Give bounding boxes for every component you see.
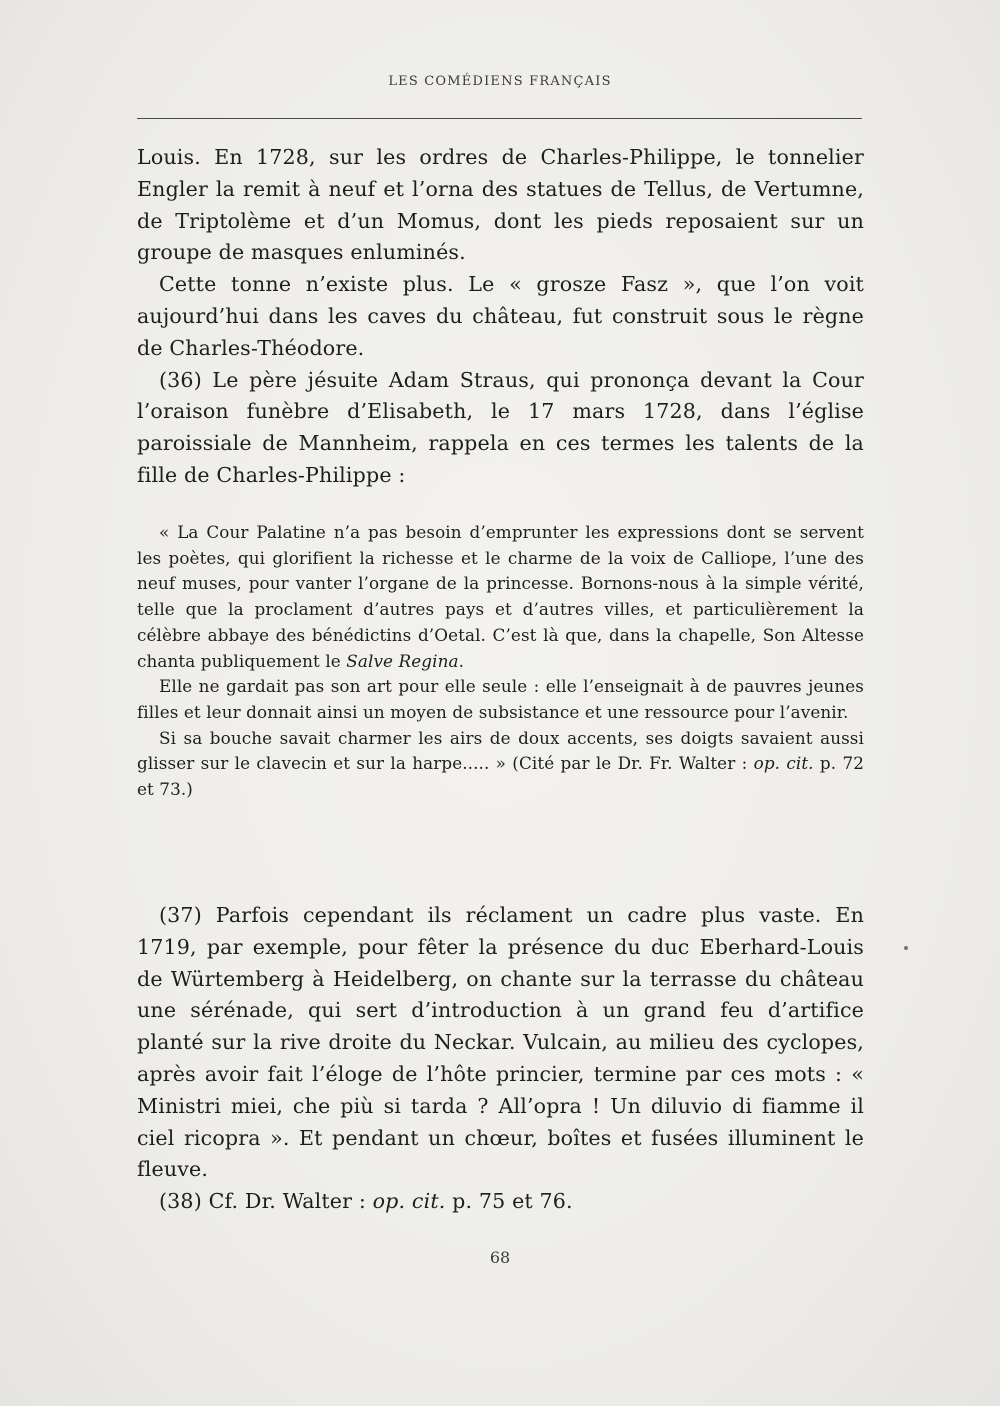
quotation-block bbox=[137, 520, 864, 803]
quote-1-end: . bbox=[458, 650, 465, 671]
note-38-end: p. 75 et 76. bbox=[445, 1189, 573, 1214]
note-38-text: (38) Cf. Dr. Walter : bbox=[159, 1189, 373, 1214]
notes-block bbox=[137, 900, 864, 1218]
quote-3-italic: op. cit. bbox=[753, 753, 814, 774]
quote-1-italic: Salve Regina bbox=[346, 650, 459, 671]
main-text-block bbox=[137, 142, 864, 492]
paragraph-tonne: Cette tonne n’existe plus. Le « grosze Fasz », que l’on voit aujourd’hui dans les caves du château, fut construit sous le règne de Charles-Théodore. bbox=[137, 272, 864, 360]
quote-3-text: Si sa bouche savait charmer les airs de doux accents, ses doigts savaient aussi glisser sur le clavecin et sur la harpe..... » (Cité par le Dr. Fr. Walter : bbox=[137, 727, 864, 774]
note-38-italic: op. cit. bbox=[372, 1189, 446, 1214]
quote-paragraph-3 bbox=[137, 726, 864, 803]
running-head: LES COMÉDIENS FRANÇAIS bbox=[388, 74, 612, 89]
paper-speck bbox=[904, 946, 908, 950]
note-36: (36) Le père jésuite Adam Straus, qui prononça devant la Cour l’oraison funèbre d’Elisabeth, le 17 mars 1728, dans l’église paroissiale de Mannheim, rappela en ces termes les talents de la fille de Charles-Philippe : bbox=[137, 367, 864, 487]
page-number: 68 bbox=[489, 1248, 511, 1267]
paragraph-louis: Louis. En 1728, sur les ordres de Charles-Philippe, le tonnelier Engler la remit à neuf et l’orna des statues de Tellus, de Vertumne, de Triptolème et d’un Momus, dont les pieds reposaient sur un groupe de masques enluminés. bbox=[137, 145, 864, 265]
note-38 bbox=[137, 1186, 864, 1218]
quote-paragraph-2: Elle ne gardait pas son art pour elle seule : elle l’enseignait à de pauvres jeunes filles et leur donnait ainsi un moyen de subsistance et une ressource pour l’avenir. bbox=[137, 676, 864, 722]
header-rule bbox=[137, 118, 862, 119]
quote-3-end: p. 72 et 73.) bbox=[137, 753, 864, 800]
quote-paragraph-1 bbox=[137, 520, 864, 674]
quote-1-text: « La Cour Palatine n’a pas besoin d’emprunter les expressions dont se servent les poètes, qui glorifient la richesse et le charme de la voix de Calliope, l’une des neuf muses, pour vanter l’organe de la princesse. Bornons-nous à la simple vérité, telle que la proclament d’autres pays et d’autres villes, et particulièrement la célèbre abbaye des bénédictins d’Oetal. C’est là que, dans la chapelle, Son Altesse chanta publiquement le bbox=[137, 522, 864, 671]
note-37: (37) Parfois cependant ils réclament un cadre plus vaste. En 1719, par exemple, pour fêter la présence du duc Eberhard-Louis de Würtemberg à Heidelberg, on chante sur la terrasse du château une sérénade, qui sert d’introduction à un grand feu d’artifice planté sur la rive droite du Neckar. Vulcain, au milieu des cyclopes, après avoir fait l’éloge de l’hôte princier, termine par ces mots : « Ministri miei, che più si tarda ? All’opra ! Un diluvio di fiamme il ciel ricopra ». Et pendant un chœur, boîtes et fusées illuminent le fleuve. bbox=[137, 903, 864, 1182]
